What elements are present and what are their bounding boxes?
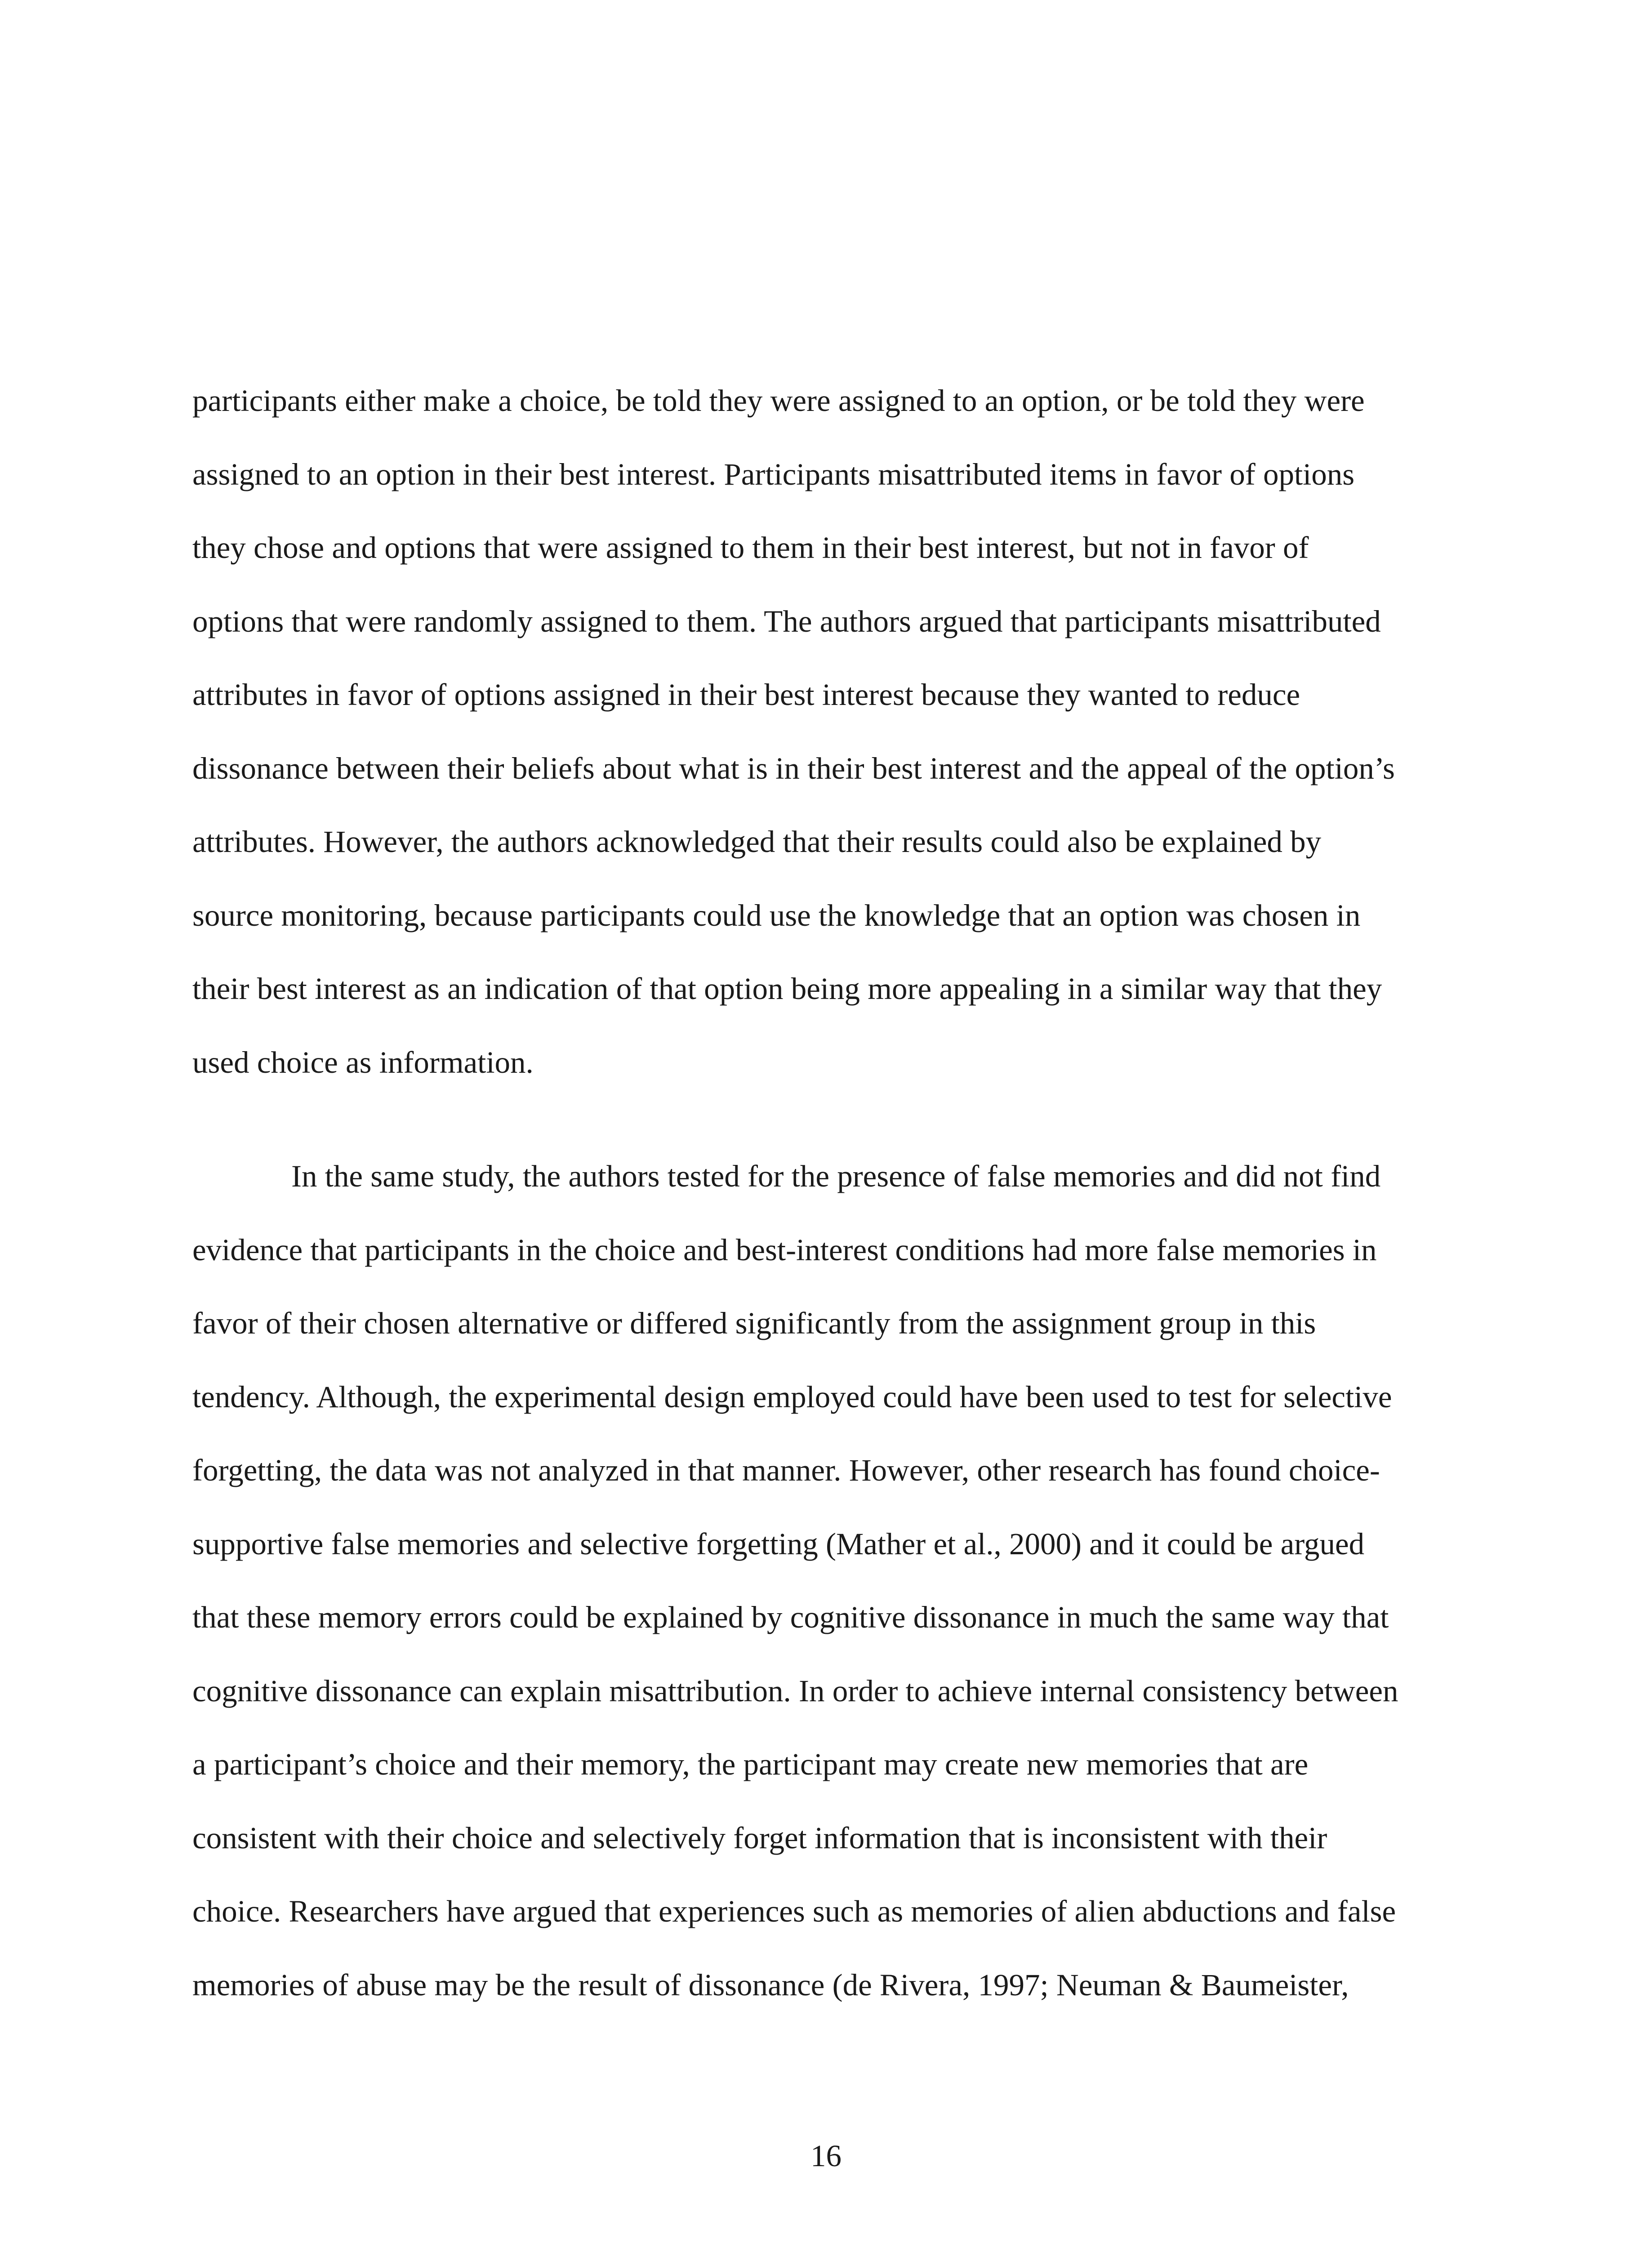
paragraph-1	[192, 364, 1460, 1099]
text-line: attributes. However, the authors acknowledged that their results could also be explained by	[192, 825, 1322, 859]
paragraph-2	[192, 1140, 1460, 2022]
text-line: their best interest as an indication of that option being more appealing in a similar way that they	[192, 972, 1382, 1006]
text-line: cognitive dissonance can explain misattribution. In order to achieve internal consistency between	[192, 1673, 1398, 1708]
text-line: supportive false memories and selective forgetting (Mather et al., 2000) and it could be argued	[192, 1526, 1365, 1561]
text-line: favor of their chosen alternative or differed significantly from the assignment group in this	[192, 1306, 1316, 1340]
text-line: evidence that participants in the choice and best-interest conditions had more false memories in	[192, 1232, 1377, 1267]
text-line: participants either make a choice, be told they were assigned to an option, or be told they were	[192, 384, 1365, 418]
text-line: assigned to an option in their best interest. Participants misattributed items in favor of options	[192, 457, 1355, 491]
text-line: consistent with their choice and selectively forget information that is inconsistent with their	[192, 1820, 1327, 1855]
text-line: used choice as information.	[192, 1045, 534, 1079]
text-line: they chose and options that were assigned to them in their best interest, but not in favor of	[192, 531, 1309, 565]
text-line: memories of abuse may be the result of dissonance (de Rivera, 1997; Neuman & Baumeister,	[192, 1967, 1349, 2002]
text-line: dissonance between their beliefs about what is in their best interest and the appeal of the option’s	[192, 751, 1395, 785]
text-line: source monitoring, because participants could use the knowledge that an option was chosen in	[192, 898, 1361, 932]
text-line-indented: In the same study, the authors tested for the presence of false memories and did not find	[291, 1159, 1381, 1193]
text-line: forgetting, the data was not analyzed in that manner. However, other research has found choice-	[192, 1453, 1380, 1487]
text-line: attributes in favor of options assigned in their best interest because they wanted to reduce	[192, 678, 1300, 712]
page-number: 16	[810, 2139, 842, 2173]
text-line: that these memory errors could be explained by cognitive dissonance in much the same way that	[192, 1600, 1389, 1634]
body-text	[192, 364, 1460, 2022]
paragraph-spacer	[192, 1099, 1460, 1140]
text-line: tendency. Although, the experimental design employed could have been used to test for selective	[192, 1379, 1392, 1414]
text-line: a participant’s choice and their memory, the participant may create new memories that are	[192, 1747, 1309, 1781]
text-line: options that were randomly assigned to them. The authors argued that participants misattributed	[192, 604, 1381, 638]
text-line: choice. Researchers have argued that experiences such as memories of alien abductions and false	[192, 1894, 1396, 1928]
